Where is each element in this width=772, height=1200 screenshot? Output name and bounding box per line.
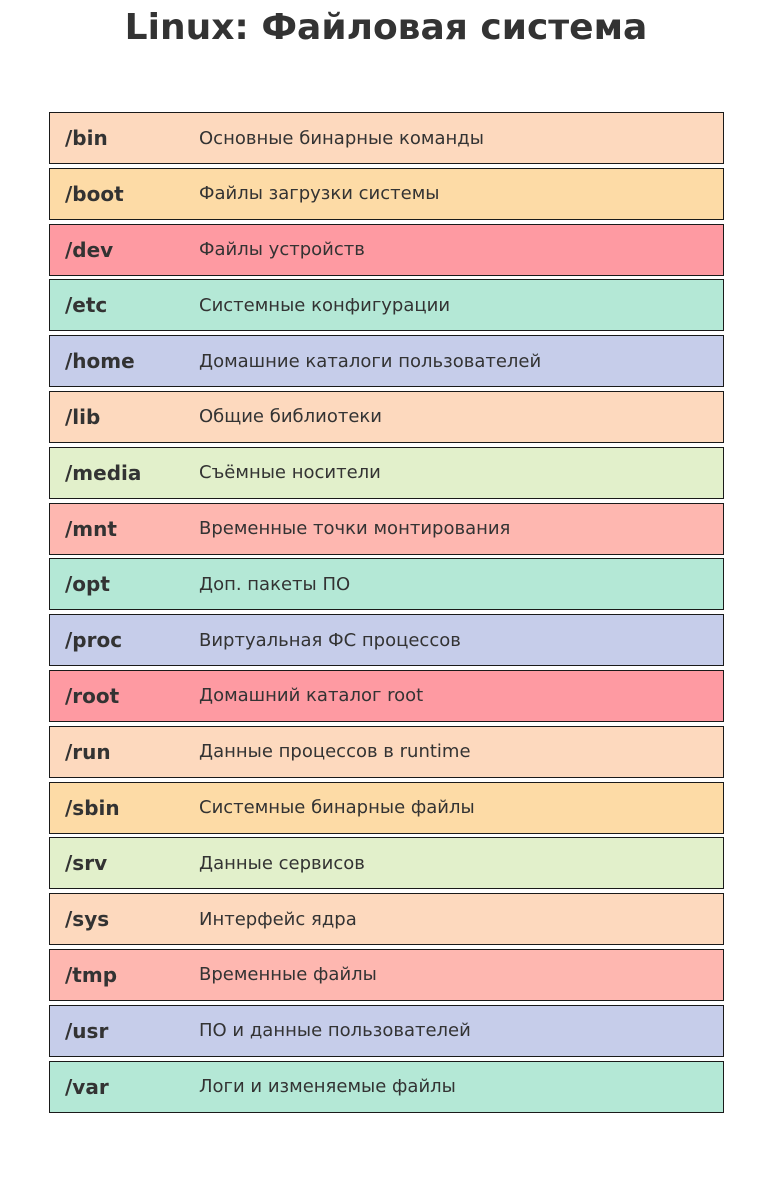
directory-description: Файлы устройств	[199, 239, 365, 261]
directory-row	[49, 782, 724, 834]
directory-list	[49, 112, 724, 1116]
directory-name: /etc	[65, 293, 108, 318]
directory-name: /proc	[65, 628, 123, 653]
directory-description: Системные конфигурации	[199, 294, 451, 316]
page-title: Linux: Файловая система	[124, 7, 648, 48]
directory-description: Данные сервисов	[199, 852, 365, 874]
directory-description: ПО и данные пользователей	[199, 1020, 471, 1042]
directory-name: /media	[65, 460, 142, 485]
directory-description: Доп. пакеты ПО	[199, 573, 351, 595]
directory-name: /tmp	[65, 962, 118, 987]
directory-row	[49, 391, 724, 443]
directory-name: /run	[65, 739, 111, 764]
directory-name: /root	[65, 683, 120, 708]
directory-description: Временные точки монтирования	[199, 518, 511, 540]
directory-row	[49, 279, 724, 331]
directory-row	[49, 670, 724, 722]
directory-name: /srv	[65, 851, 108, 876]
directory-name: /dev	[65, 237, 114, 262]
directory-row	[49, 224, 724, 276]
directory-row	[49, 893, 724, 945]
directory-description: Виртуальная ФС процессов	[199, 629, 461, 651]
directory-name: /sbin	[65, 795, 120, 820]
directory-name: /sys	[65, 907, 110, 932]
directory-row	[49, 949, 724, 1001]
directory-row	[49, 168, 724, 220]
directory-description: Данные процессов в runtime	[199, 741, 471, 763]
directory-description: Системные бинарные файлы	[199, 797, 475, 819]
directory-row	[49, 447, 724, 499]
directory-row	[49, 558, 724, 610]
directory-description: Домашние каталоги пользователей	[199, 350, 542, 372]
directory-name: /boot	[65, 181, 124, 206]
directory-name: /home	[65, 349, 135, 374]
directory-description: Общие библиотеки	[199, 406, 382, 428]
directory-description: Интерфейс ядра	[199, 908, 357, 930]
directory-name: /var	[65, 1074, 109, 1099]
directory-description: Временные файлы	[199, 964, 377, 986]
directory-row	[49, 1061, 724, 1113]
directory-description: Съёмные носители	[199, 462, 381, 484]
directory-description: Логи и изменяемые файлы	[199, 1076, 456, 1098]
directory-description: Домашний каталог root	[199, 685, 424, 707]
directory-description: Файлы загрузки системы	[199, 183, 440, 205]
directory-row	[49, 1005, 724, 1057]
directory-row	[49, 614, 724, 666]
directory-name: /mnt	[65, 516, 117, 541]
directory-description: Основные бинарные команды	[199, 127, 484, 149]
directory-name: /usr	[65, 1018, 109, 1043]
directory-row	[49, 112, 724, 164]
directory-name: /lib	[65, 404, 101, 429]
directory-name: /opt	[65, 572, 110, 597]
directory-row	[49, 503, 724, 555]
directory-row	[49, 335, 724, 387]
directory-row	[49, 837, 724, 889]
directory-row	[49, 726, 724, 778]
directory-name: /bin	[65, 126, 108, 150]
